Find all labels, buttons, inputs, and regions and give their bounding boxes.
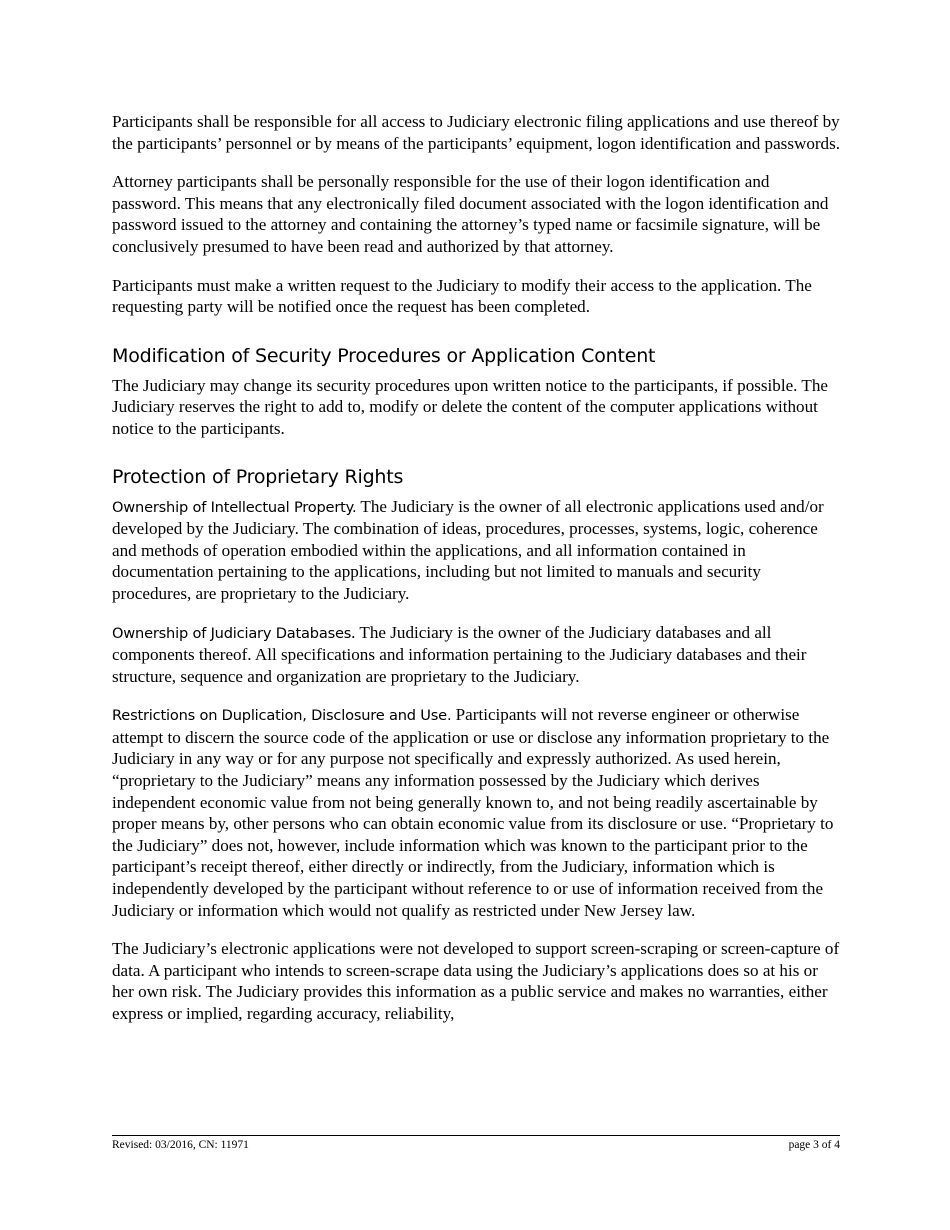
paragraph-access-modification: Participants must make a written request to the Judiciary to modify their access to the application. The requesting party will be notified once the request has been completed. bbox=[112, 275, 812, 317]
paragraph-ownership-db-text: . The Judiciary is the owner of the Judiciary databases and all components thereof. All specifications and information pertaining to the Judiciary databases and their structure, sequence and organization are proprietary to the Judiciary. bbox=[112, 622, 807, 686]
paragraph-ownership-ip-text: The Judiciary is the owner of all electronic applications used and/or developed by the Judiciary. The combination of ideas, procedures, processes, systems, logic, coherence and methods of operation embodied within the applications, and all information contained in documentation pertaining to the applications, including but not limited to manuals and security procedures, are proprietary to the Judiciary. bbox=[112, 496, 824, 603]
paragraph-attorney-responsibility: Attorney participants shall be personally responsible for the use of their logon identification and password. This means that any electronically filed document associated with the logon identification and password issued to the attorney and containing the attorney’s typed name or facsimile signature, will be conclusively presumed to have been read and authorized by that attorney. bbox=[112, 172, 829, 256]
paragraph-participant-responsibility: Participants shall be responsible for all access to Judiciary electronic filing applications and use thereof by the participants’ personnel or by means of the participants’ equipment, logon identification and passwords. bbox=[112, 112, 841, 153]
paragraph-restrictions bbox=[112, 704, 842, 921]
paragraph-screen-scraping: The Judiciary’s electronic applications were not developed to support screen-scraping or screen-capture of data. A participant who intends to screen-scrape data using the Judiciary’s applications does so at his or her own risk. The Judiciary provides this information as a public service and makes no warranties, either express or implied, regarding accuracy, reliability, bbox=[112, 939, 840, 1023]
run-in-heading-restrictions: Restrictions on Duplication, Disclosure and Use. bbox=[112, 707, 452, 725]
paragraph-ownership-db bbox=[112, 622, 842, 688]
paragraph-modification-body: The Judiciary may change its security procedures upon written notice to the participants, if possible. The Judiciary reserves the right to add to, modify or delete the content of the computer applications without notice to the participants. bbox=[112, 375, 828, 438]
footer-revision: Revised: 03/2016, CN: 11971 bbox=[112, 1139, 249, 1151]
footer-page-number: page 3 of 4 bbox=[788, 1139, 840, 1151]
section-heading-protection: Protection of Proprietary Rights bbox=[112, 465, 404, 488]
document-body bbox=[112, 111, 842, 1042]
section-heading-modification: Modification of Security Procedures or Application Content bbox=[112, 344, 656, 367]
paragraph-restrictions-text: Participants will not reverse engineer or otherwise attempt to discern the source code of the application or use or disclose any information proprietary to the Judiciary in any way or for any purpose not specifically and expressly authorized. As used herein, “proprietary to the Judiciary” means any information possessed by the Judiciary which derives independent economic value from not being generally known to, and not being readily ascertainable by proper means by, other persons who can obtain economic value from its disclosure or use. “Proprietary to the Judiciary” does not, however, include information which was known to the participant prior to the participant’s receipt thereof, either directly or indirectly, from the Judiciary, information which is independently developed by the participant without reference to or use of information received from the Judiciary or information which would not qualify as restricted under New Jersey law. bbox=[112, 705, 834, 920]
page-footer bbox=[112, 1135, 840, 1151]
run-in-heading-ownership-ip: Ownership of Intellectual Property. bbox=[112, 498, 357, 516]
paragraph-ownership-ip bbox=[112, 496, 842, 605]
run-in-heading-ownership-db: Ownership of Judiciary Databases bbox=[112, 624, 352, 642]
